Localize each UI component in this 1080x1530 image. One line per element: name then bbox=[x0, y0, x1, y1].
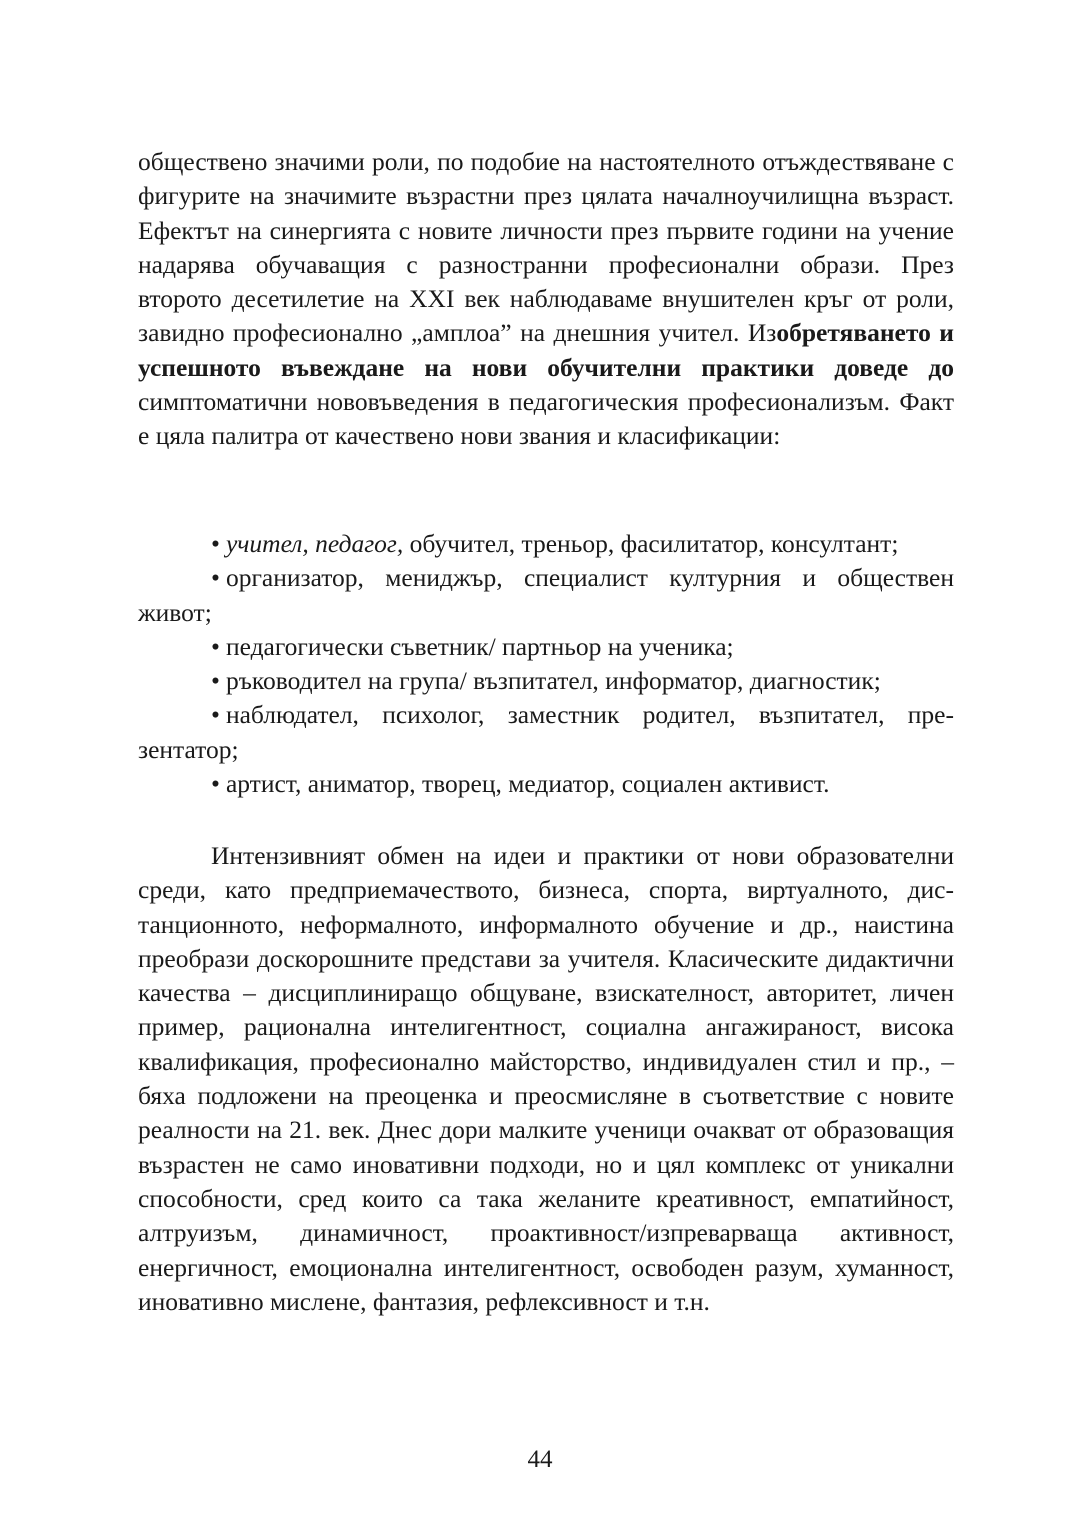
bullet-item-italic: учител, педагог, bbox=[225, 529, 404, 558]
paragraph-intro bbox=[138, 145, 954, 454]
bullet-item-text: педагогически съветник/ партньор на ученика; bbox=[225, 631, 734, 661]
bullet-icon: • bbox=[211, 631, 220, 661]
bullet-item-text: артист, аниматор, творец, медиатор, социален активист. bbox=[225, 769, 830, 799]
roles-bullet-list bbox=[138, 527, 954, 801]
bullet-icon: • bbox=[211, 563, 220, 593]
bullet-item bbox=[138, 698, 954, 767]
bullet-icon: • bbox=[211, 700, 220, 730]
paragraph-intro-text-end: симптоматични нововъведения в педагогическия професионализъм. Факт е цяла палитра от качествено нови звания и класификации: bbox=[138, 387, 954, 451]
bullet-icon: • bbox=[211, 769, 220, 799]
bullet-icon: • bbox=[211, 529, 220, 558]
bullet-icon: • bbox=[211, 666, 220, 696]
paragraph-intro-bold-text: обретяването и успешното въвеждане на нови обучителни практики доведе до bbox=[138, 318, 954, 382]
page-number: 44 bbox=[527, 1446, 553, 1473]
bullet-item bbox=[138, 561, 954, 630]
bullet-item-text: ръководител на група/ възпитател, информатор, диагностик; bbox=[225, 666, 881, 696]
paragraph-main: Интензивният обмен на идеи и практики от нови образователни среди, като предприемачеството, бизнеса, спорта, виртуалното, дистанционното, неформалното, информалното обучение и др., наистина преобрази доскорошните представи за учителя. Класическите дидактични качества – дисциплиниращо общуване, взискателност, авторитет, личен пример, рационална интелигентност, социална ангажираност, висока квалификация, професионално майсторство, индивидуален стил и пр., – бяха подложени на преоценка и преосмисляне в съответствие с новите реалности на 21. век. Днес дори малките ученици очакват от образоващия възрастен не само иновативни подходи, но и цял комплекс от уникални способности, сред които са така желаните креативност, емпатийност, алтруизъм, динамичност, проактивност/изпреварваща активност, енергичност, емоционална интелигентност, освободен разум, хуманност, иновативно мислене, фантазия, рефлексивност и т.н. bbox=[138, 841, 954, 1316]
bullet-item bbox=[138, 767, 954, 801]
bullet-item bbox=[138, 630, 954, 664]
paragraph-intro-text: обществено значими роли, по подобие на настоятелното отъждествяване с фигурите на значимите възрастни през цялата началноучилищна възраст. Ефектът на синергията с новите личности през първите години на учение надарява обучаващия с разностранни професионални образи. През второто десетилетие на XXI век наблюдаваме внушителен кръг от роли, завидно професионално „амплоа” на днешния учител. Из bbox=[138, 147, 954, 348]
bullet-item-text: организатор, мениджър, специалист културния и обществен живот; bbox=[138, 563, 954, 627]
bullet-item-text: обучител, треньор, фасилитатор, консултант; bbox=[403, 529, 899, 558]
bullet-item bbox=[138, 527, 954, 561]
bullet-item-text: наблюдател, психолог, заместник родител, възпитател, презентатор; bbox=[138, 700, 954, 764]
bullet-item bbox=[138, 664, 954, 698]
